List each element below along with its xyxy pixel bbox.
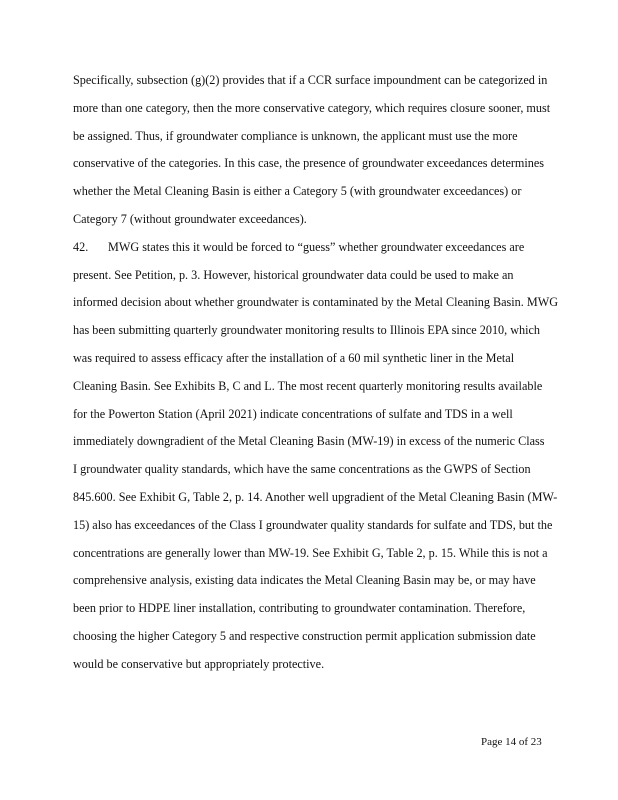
text-line: been prior to HDPE liner installation, contributing to groundwater contamination. Therefore, xyxy=(73,601,526,616)
text-line: concentrations are generally lower than MW-19. See Exhibit G, Table 2, p. 15. While this is not a xyxy=(73,545,548,560)
text-line: more than one category, then the more conservative category, which requires closure sooner, must xyxy=(73,100,551,115)
text-line: present. See Petition, p. 3. However, historical groundwater data could be used to make an xyxy=(73,267,514,282)
text-line xyxy=(73,237,583,265)
text-line: Specifically, subsection (g)(2) provides that if a CCR surface impoundment can be categorized in xyxy=(73,73,548,87)
text-line: be assigned. Thus, if groundwater compliance is unknown, the applicant must use the more xyxy=(73,128,518,143)
text-line-content: MWG states this it would be forced to “guess” whether groundwater exceedances are xyxy=(108,239,525,254)
text-line: whether the Metal Cleaning Basin is either a Category 5 (with groundwater exceedances) or xyxy=(73,184,522,199)
text-line: was required to assess efficacy after the installation of a 60 mil synthetic liner in the Metal xyxy=(73,350,515,365)
paragraph-number: 42. xyxy=(73,239,89,254)
text-line: has been submitting quarterly groundwater monitoring results to Illinois EPA since 2010, which xyxy=(73,323,541,338)
text-line: would be conservative but appropriately protective. xyxy=(73,656,325,671)
text-line: conservative of the categories. In this case, the presence of groundwater exceedances determines xyxy=(73,156,545,171)
text-line: comprehensive analysis, existing data indicates the Metal Cleaning Basin may be, or may have xyxy=(73,573,536,588)
body-text xyxy=(73,70,583,682)
text-line: Cleaning Basin. See Exhibits B, C and L. The most recent quarterly monitoring results available xyxy=(73,378,543,393)
text-line: 845.600. See Exhibit G, Table 2, p. 14. Another well upgradient of the Metal Cleaning Basin (MW- xyxy=(73,489,558,504)
text-line: Category 7 (without groundwater exceedances). xyxy=(73,211,307,226)
page-number-footer: Page 14 of 23 xyxy=(481,736,542,748)
text-line: choosing the higher Category 5 and respective construction permit application submission date xyxy=(73,628,536,643)
text-line: informed decision about whether groundwater is contaminated by the Metal Cleaning Basin. MWG xyxy=(73,295,559,310)
text-line: immediately downgradient of the Metal Cleaning Basin (MW-19) in excess of the numeric Class xyxy=(73,434,545,449)
text-line: I groundwater quality standards, which have the same concentrations as the GWPS of Section xyxy=(73,462,531,477)
text-line: 15) also has exceedances of the Class I groundwater quality standards for sulfate and TDS, but the xyxy=(73,517,553,532)
text-line: for the Powerton Station (April 2021) indicate concentrations of sulfate and TDS in a well xyxy=(73,406,513,421)
